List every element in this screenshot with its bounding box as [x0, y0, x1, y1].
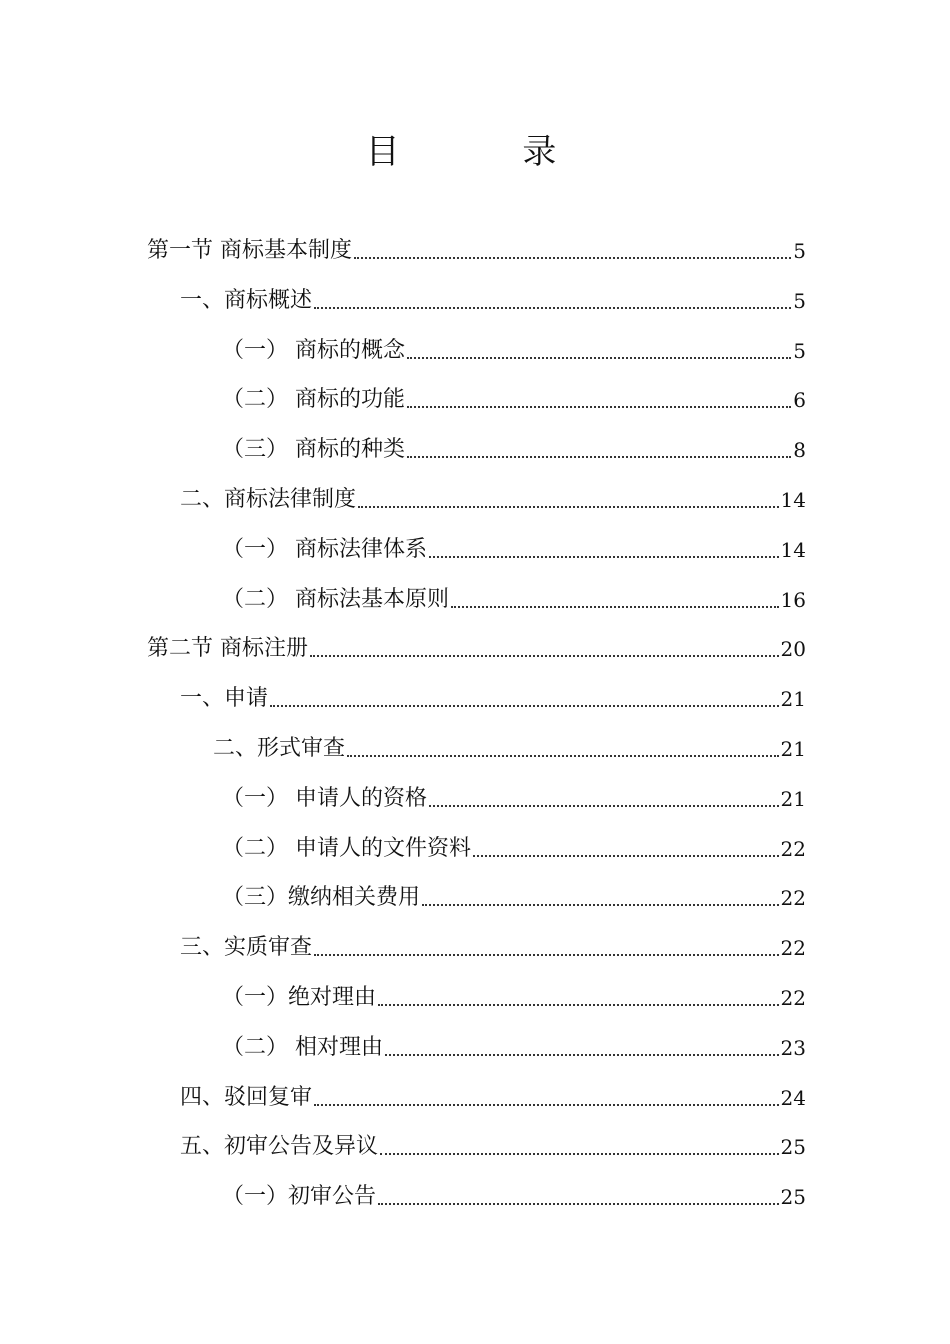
toc-entry[interactable]	[180, 280, 806, 316]
toc-entry[interactable]	[222, 579, 806, 615]
toc-leader-dots	[407, 455, 791, 458]
toc-entry-page-number: 21	[780, 687, 806, 711]
toc-entry-page-number: 5	[793, 289, 806, 313]
toc-entry-label: （一）初审公告	[222, 1184, 377, 1209]
toc-leader-dots	[354, 256, 791, 259]
toc-entry[interactable]	[222, 429, 806, 465]
toc-leader-dots	[385, 1053, 779, 1056]
toc-entry[interactable]	[222, 877, 806, 913]
toc-entry-page-number: 22	[780, 837, 806, 861]
toc-leader-dots	[347, 754, 779, 757]
toc-entry-label: 二、形式审查	[213, 736, 346, 761]
toc-entry[interactable]	[180, 1077, 806, 1113]
toc-entry-label: （二） 申请人的文件资料	[222, 836, 471, 861]
toc-entry-label: 三、实质审查	[180, 935, 313, 960]
toc-entry-page-number: 22	[780, 886, 806, 910]
toc-entry-page-number: 16	[780, 588, 806, 612]
toc-entry[interactable]	[180, 1126, 806, 1162]
toc-leader-dots	[310, 654, 779, 657]
toc-leader-dots	[314, 953, 779, 956]
toc-entry-page-number: 6	[793, 388, 806, 412]
toc-entry-page-number: 21	[780, 787, 806, 811]
toc-leader-dots	[378, 1202, 779, 1205]
toc-entry[interactable]	[213, 728, 806, 764]
toc-entry-page-number: 20	[780, 637, 806, 661]
toc-entry-label: 二、商标法律制度	[180, 487, 357, 512]
toc-entry-page-number: 24	[780, 1086, 806, 1110]
toc-entry[interactable]	[222, 977, 806, 1013]
toc-entry-page-number: 14	[780, 538, 806, 562]
toc-title: 目 录	[365, 132, 613, 172]
toc-leader-dots	[270, 704, 779, 707]
toc-entry-label: （一） 商标法律体系	[222, 537, 427, 562]
toc-leader-dots	[429, 804, 779, 807]
toc-leader-dots	[422, 903, 779, 906]
toc-leader-dots	[314, 1103, 779, 1106]
toc-leader-dots	[451, 605, 779, 608]
toc-entry-label: （三）缴纳相关费用	[222, 885, 421, 910]
toc-entry-page-number: 22	[780, 986, 806, 1010]
toc-entry-label: （二） 相对理由	[222, 1035, 383, 1060]
toc-entry-page-number: 22	[780, 936, 806, 960]
toc-entry[interactable]	[180, 479, 806, 515]
toc-leader-dots	[358, 505, 779, 508]
toc-entry[interactable]	[180, 678, 806, 714]
toc-entry-label: 第二节 商标注册	[147, 636, 308, 661]
toc-entry[interactable]	[180, 927, 806, 963]
toc-entry-page-number: 25	[780, 1135, 806, 1159]
toc-entry[interactable]	[147, 628, 806, 664]
toc-entry[interactable]	[222, 330, 806, 366]
toc-entry-page-number: 14	[780, 488, 806, 512]
toc-leader-dots	[473, 854, 779, 857]
toc-entry[interactable]	[222, 1027, 806, 1063]
toc-entry-label: 四、驳回复审	[180, 1085, 313, 1110]
toc-entry[interactable]	[222, 828, 806, 864]
toc-entry-page-number: 5	[793, 239, 806, 263]
toc-leader-dots	[314, 306, 791, 309]
toc-entry-label: 一、商标概述	[180, 288, 313, 313]
toc-leader-dots	[407, 405, 791, 408]
toc-entry[interactable]	[222, 1176, 806, 1212]
toc-leader-dots	[378, 1003, 779, 1006]
toc-entry-label: 第一节 商标基本制度	[147, 238, 352, 263]
toc-entry-label: （一）绝对理由	[222, 985, 377, 1010]
toc-entry[interactable]	[147, 230, 806, 266]
toc-entry-label: （三） 商标的种类	[222, 437, 405, 462]
toc-entry-label: 五、初审公告及异议	[180, 1134, 379, 1159]
toc-leader-dots	[380, 1152, 779, 1155]
toc-entry[interactable]	[222, 778, 806, 814]
toc-leader-dots	[407, 356, 791, 359]
toc-entry-label: 一、申请	[180, 686, 269, 711]
toc-entry-page-number: 5	[793, 339, 806, 363]
toc-leader-dots	[429, 555, 779, 558]
toc-entry-page-number: 21	[780, 737, 806, 761]
toc-entry-label: （一） 商标的概念	[222, 338, 405, 363]
toc-entry-page-number: 23	[780, 1036, 806, 1060]
toc-entry-label: （一） 申请人的资格	[222, 786, 427, 811]
toc-entry-label: （二） 商标法基本原则	[222, 587, 449, 612]
toc-entry-page-number: 25	[780, 1185, 806, 1209]
toc-entry[interactable]	[222, 379, 806, 415]
toc-entry[interactable]	[222, 529, 806, 565]
toc-entry-label: （二） 商标的功能	[222, 387, 405, 412]
toc-entry-page-number: 8	[793, 438, 806, 462]
